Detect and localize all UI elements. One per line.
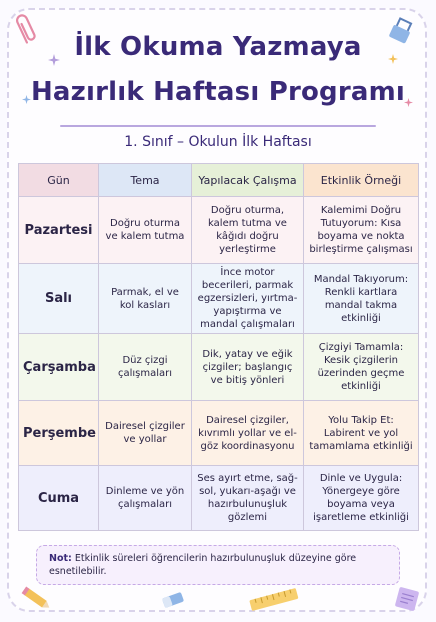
day-cell: Perşembe	[19, 401, 99, 466]
column-header-work: Yapılacak Çalışma	[192, 164, 304, 197]
note-text: Etkinlik süreleri öğrencilerin hazırbulunuşluk düzeyine göre esnetilebilir.	[49, 553, 357, 577]
table-row	[19, 401, 419, 466]
note-label: Not:	[49, 553, 72, 564]
work-cell: İnce motor becerileri, parmak egzersizleri, yırtma-yapıştırma ve mandal çalışmaları	[192, 264, 304, 334]
sticky-note-icon	[392, 584, 422, 614]
day-cell: Cuma	[19, 466, 99, 531]
table-row	[19, 197, 419, 264]
title-line-1: İlk Okuma Yazmaya	[74, 32, 362, 62]
theme-cell: Dairesel çizgiler ve yollar	[99, 401, 192, 466]
pencil-icon	[20, 586, 54, 612]
weekly-plan-table	[18, 163, 419, 531]
title-line-2: Hazırlık Haftası Programı	[30, 77, 406, 107]
example-cell: Çizgiyi Tamamla: Kesik çizgilerin üzerinden geçme etkinliği	[304, 334, 419, 401]
theme-cell: Doğru oturma ve kalem tutma	[99, 197, 192, 264]
work-cell: Doğru oturma, kalem tutma ve kâğıdı doğru yerleştirme	[192, 197, 304, 264]
title-divider	[60, 125, 376, 127]
theme-cell: Parmak, el ve kol kasları	[99, 264, 192, 334]
subtitle: 1. Sınıf – Okulun İlk Haftası	[124, 134, 312, 150]
table-header-row	[19, 164, 419, 197]
column-header-example: Etkinlik Örneği	[304, 164, 419, 197]
example-cell: Mandal Takıyorum: Renkli kartlara mandal takma etkinliği	[304, 264, 419, 334]
table-row	[19, 466, 419, 531]
example-cell: Dinle ve Uygula: Yönergeye göre boyama veya işaretleme etkinliği	[304, 466, 419, 531]
ruler-icon	[248, 588, 300, 612]
work-cell: Dik, yatay ve eğik çizgiler; başlangıç ve bitiş yönleri	[192, 334, 304, 401]
theme-cell: Düz çizgi çalışmaları	[99, 334, 192, 401]
work-cell: Dairesel çizgiler, kıvrımlı yollar ve el-göz koordinasyonu	[192, 401, 304, 466]
eraser-icon	[160, 590, 186, 610]
column-header-theme: Tema	[99, 164, 192, 197]
day-cell: Salı	[19, 264, 99, 334]
note-box	[36, 545, 400, 585]
example-cell: Kalemimi Doğru Tutuyorum: Kısa boyama ve nokta birleştirme çalışması	[304, 197, 419, 264]
theme-cell: Dinleme ve yön çalışmaları	[99, 466, 192, 531]
day-cell: Pazartesi	[19, 197, 99, 264]
example-cell: Yolu Takip Et: Labirent ve yol tamamlama etkinliği	[304, 401, 419, 466]
work-cell: Ses ayırt etme, sağ-sol, yukarı-aşağı ve hazırbulunuşluk gözlemi	[192, 466, 304, 531]
table-row	[19, 264, 419, 334]
day-cell: Çarşamba	[19, 334, 99, 401]
table-row	[19, 334, 419, 401]
column-header-day: Gün	[19, 164, 99, 197]
